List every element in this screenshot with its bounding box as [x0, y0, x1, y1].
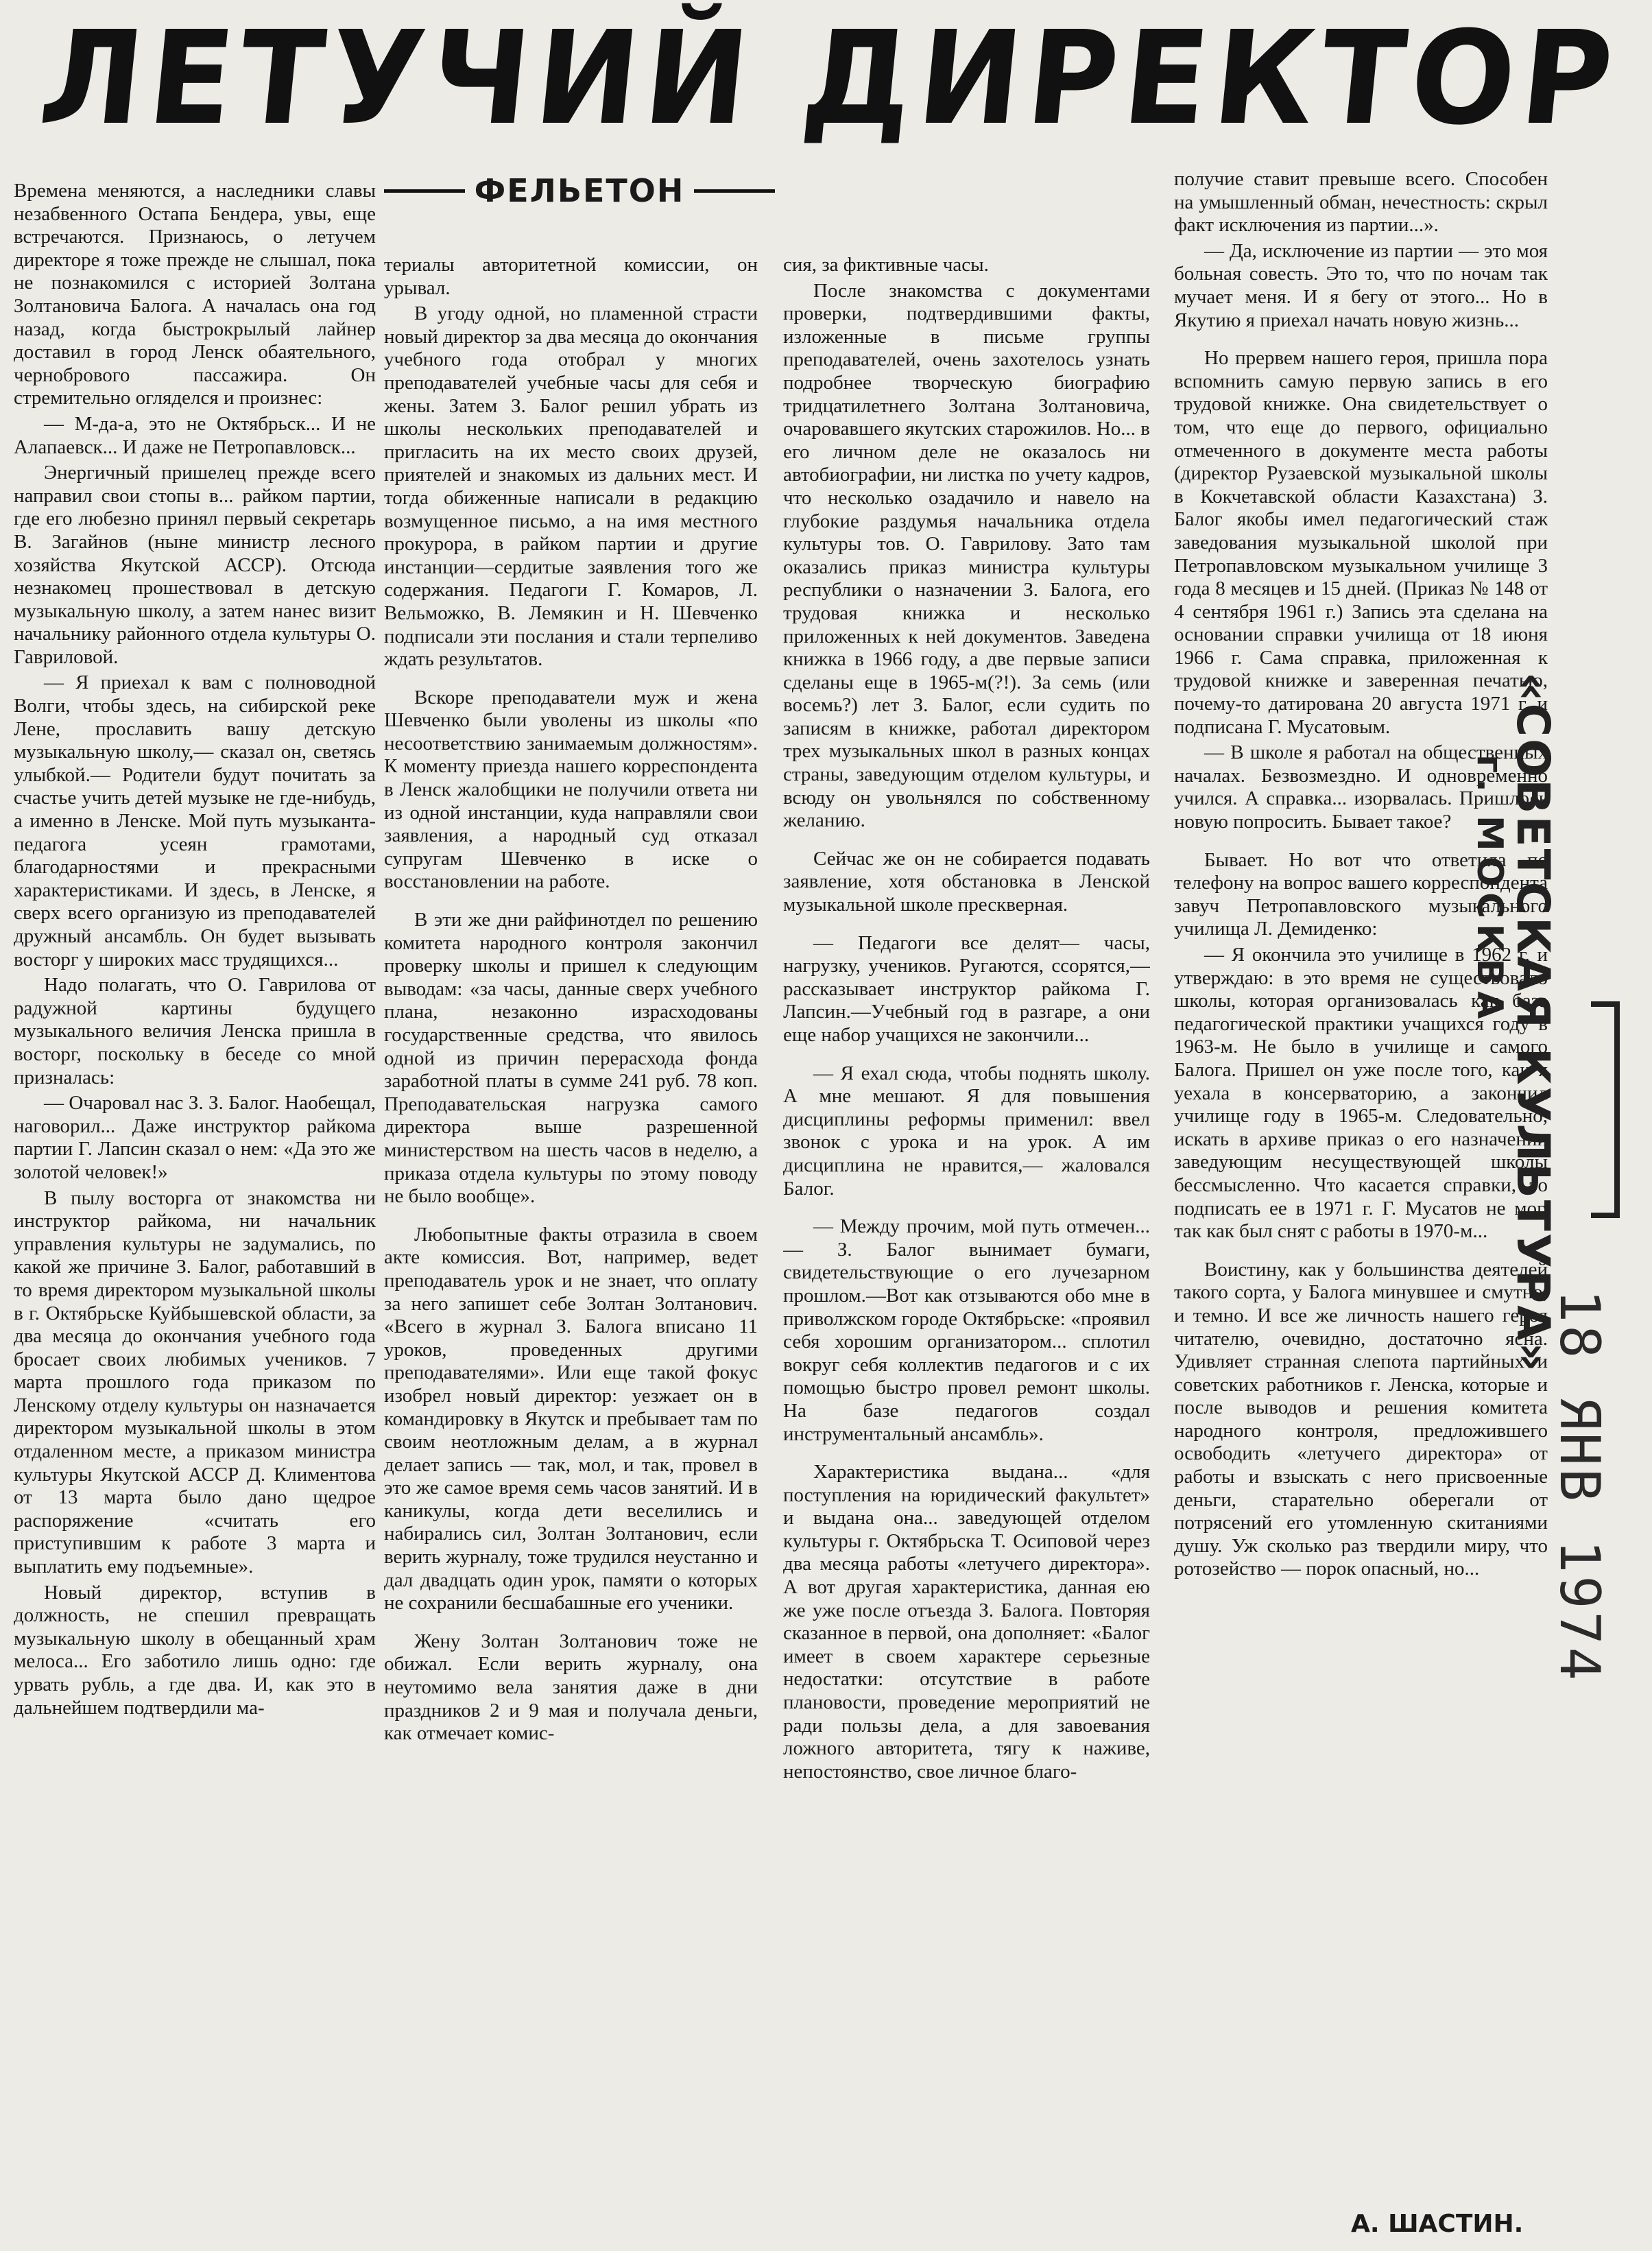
paragraph: Воистину, как у большинства деятелей такого сорта, у Балога минувшее и смутно, и темно. И все же личность нашего героя читателю, очевидно, достаточно ясна. Удивляет странная слепота партийных и советских работников г. Ленска, которые и после выводов и решения комитета народного контроля, предложившего освободить «летучего директора» от работы и взыскать с него присвоенные деньги, старательно оберегали от потрясений его утомленную скитаниями душу. Уж сколько раз твердили миру, что ротозейство — порок опасный, но... — [1174, 1258, 1548, 1580]
paragraph: — Да, исключение из партии — это моя больная совесть. Это то, что по ночам так мучает меня. И я бегу от этого... Но в Якутию я приехал начать новую жизнь... — [1174, 239, 1548, 331]
rubric-label: ФЕЛЬЕТОН — [474, 172, 685, 209]
paragraph: Жену Золтан Золтанович тоже не обижал. Если верить журналу, она неутомимо вела занятия даже в дни праздников 2 и 9 мая и получала деньги, как отмечает комис- — [384, 1630, 758, 1745]
paragraph: — Я приехал к вам с полноводной Волги, чтобы здесь, на сибирской реке Лене, прославить вашу детскую музыкальную школу,— сказал он, светясь улыбкой.— Родители будут почитать за счастье учить детей музыке не где-нибудь, а именно в Ленске. Мой путь музыканта-педагога усеян грамотами, благодарностями и прекрасными характеристиками. И здесь, в Ленске, я сверх всего организую из преподавателей дружный ансамбль. Он будет вызывать восторг у широких масс трудящихся... — [14, 671, 376, 970]
paragraph: В пылу восторга от знакомства ни инструктор райкома, ни начальник управления культуры не задумались, по какой же причине З. Балог, работавший в то время директором музыкальной школы в г. Октябрьске Куйбышевской области, за два месяца до окончания учебного года бросает своих любимых учеников. 7 марта прошлого года приказом по Ленскому отделу культуры он назначается директором музыкальной школы в этом отдаленном месте, а приказом министра культуры Якутской АССР Д. Климентова от 13 марта было дано щедрое распоряжение «считать его приступившим к работе 3 марта и выплатить ему подъемные». — [14, 1187, 376, 1578]
paragraph: — Очаровал нас З. З. Балог. Наобещал, наговорил... Даже инструктор райкома партии Г. Лапсин сказал о нем: «Да это же золотой человек!» — [14, 1092, 376, 1183]
paragraph: получие ставит превыше всего. Способен на умышленный обман, нечестность: скрыл факт исключения из партии...». — [1174, 168, 1548, 237]
stamp-bracket — [1591, 1001, 1620, 1218]
paragraph: Но прервем нашего героя, пришла пора вспомнить самую первую запись в его трудовой книжке. Она свидетельствует о том, что еще до первого, официально отмеченного в документе места работы (директор Рузаевской музыкальной школы в Кокчетавской области Казахстана) З. Балог якобы имел педагогический стаж заведования музыкальной школой при Петропавловском музыкальном училище 3 года 8 месяцев и 15 дней. (Приказ № 148 от 4 сентября 1961 г.) Запись эта сделана на основании справки училища от 18 июня 1966 г. Сама справка, приложенная к трудовой книжке и заверенная печатью, почему-то датирована 20 августа 1971 г. и подписана Г. Мусатовым. — [1174, 347, 1548, 738]
paragraph: Времена меняются, а наследники славы незабвенного Остапа Бендера, увы, еще встречаются. Признаюсь, о летучем директоре я тоже прежде не слышал, пока не познакомился с историей Золтана Золтановича Балога. А началась она год назад, когда быстрокрылый лайнер доставил в город Ленск обаятельного, чернобрового пассажира. Он стремительно огляделся и произнес: — [14, 180, 376, 409]
paragraph: Энергичный пришелец прежде всего направил свои стопы в... райком партии, где его любезно принял первый секретарь В. Загайнов (ныне министр лесного хозяйства Якутской АССР). Отсюда незнакомец прошествовал в детскую музыкальную школу, а затем нанес визит начальнику районного отдела культуры О. Гавриловой. — [14, 462, 376, 668]
text-column-2 — [384, 254, 758, 2230]
paragraph: — Между прочим, мой путь отмечен...— З. Балог вынимает бумаги, свидетельствующие о его лучезарном прошлом.—Вот как отзываются обо мне в приволжском городе Октябрьске: «проявил себя хорошим организатором... сплотил вокруг себя коллектив педагогов и с их помощью быстро провел ремонт школы. На базе педагогов создал инструментальный ансамбль». — [783, 1215, 1150, 1445]
paragraph: Надо полагать, что О. Гаврилова от радужной картины будущего музыкального величия Ленска пришла в восторг, поскольку в беседе со мной призналась: — [14, 974, 376, 1088]
paragraph: — Я ехал сюда, чтобы поднять школу. А мне мешают. Я для повышения дисциплины реформы применил: ввел звонок с урока и на урок. А им дисциплина не нравится,— жаловался Балог. — [783, 1062, 1150, 1200]
stamp-city: г. МОСКВА — [1469, 754, 1510, 1025]
paragraph: — Я окончила это училище в 1962 г. и утверждаю: в это время не существовало школы, которая организовалась как база педагогической практики учащихся году в 1963-м. Не было в училище и самого Балога. Пришел он уже после того, как я уехала в консерваторию, а закончил училище году в 1965-м. Следовательно, искать в архиве приказ о его назначении заведующим несуществующей школы бессмысленно. Что касается справки, то подписать ее в 1971 г. Г. Мусатов не мог, так как был снят с работы в 1970-м... — [1174, 944, 1548, 1243]
paragraph: Новый директор, вступив в должность, не спешил превращать музыкальную школу в обещанный храм мелоса... Его заботило лишь одно: где урвать рубль, а где два. И, как это в дальнейшем подтвердили ма- — [14, 1581, 376, 1719]
paragraph: Вскоре преподаватели муж и жена Шевченко были уволены из школы «по несоответствию занимаемым должностям». К моменту приезда нашего корреспондента в Ленск жалобщики не получили ответа ни из одной инстанции, куда направляли свои заявления, а народный суд отказал супругам Шевченко в иске о восстановлении на работе. — [384, 686, 758, 893]
date-stamp: 18 ЯНВ 1974 — [1548, 1289, 1612, 1683]
paragraph: сия, за фиктивные часы. — [783, 254, 989, 276]
article-title: ЛЕТУЧИЙ ДИРЕКТОР — [34, 3, 1626, 154]
paragraph: Любопытные факты отразила в своем акте комиссия. Вот, например, ведет преподаватель урок и не знает, что оплату за него запишет себе Золтан Золтанович. «Всего в журнал З. Балога вписано 11 уроков, проведенных другими преподавателями». Или еще такой фокус изобрел новый директор: уезжает он в командировку в Якутск и пребывает там по своим неотложным делам, а в журнал делает запись — так, мол, и так, провел в это же самое время семь часов занятий. И в каникулы, когда дети веселились и набирались сил, Золтан Золтанович, если верить журналу, тоже трудился неустанно и дал двадцать один урок, памяти о которых не сохранили бесшабашные его ученики. — [384, 1223, 758, 1615]
rubric-line-left — [384, 189, 465, 193]
paragraph: В угоду одной, но пламенной страсти новый директор за два месяца до окончания учебного года отобрал у многих преподавателей учебные часы для себя и жены. Затем З. Балог решил убрать из школы нескольких преподавателей и пригласить на их место своих друзей, приятелей и знакомых из дальних мест. И тогда обиженные написали в редакцию возмущенное письмо, а на имя местного прокурора, в райком партии и другие инстанции—сердитые заявления того же содержания. Педагоги Г. Комаров, Л. Вельможко, В. Лемякин и Н. Шевченко подписали эти послания и стали терпеливо ждать результатов. — [384, 302, 758, 671]
paragraph: — В школе я работал на общественных началах. Безвозмездно. И одновременно учился. А справка... изорвалась. Пришлось новую попросить. Бывает такое? — [1174, 741, 1548, 833]
paragraph: Бывает. Но вот что ответила по телефону на вопрос вашего корреспондента завуч Петропавловского музыкального училища Л. Демиденко: — [1174, 848, 1548, 940]
text-column-1 — [14, 180, 376, 2230]
rubric-header — [384, 170, 775, 211]
author-signature: А. ШАСТИН. — [1351, 2210, 1524, 2238]
paragraph: териалы авторитетной комиссии, он урывал. — [384, 254, 758, 299]
rubric-line-right — [694, 189, 775, 193]
stamp-publication: «СОВЕТСКАЯ КУЛЬТУРА» — [1507, 672, 1559, 1374]
paragraph: — М-да-а, это не Октябрьск... И не Алапаевск... И даже не Петропавловск... — [14, 412, 376, 458]
text-column-3 — [783, 254, 1150, 2230]
paragraph: В эти же дни райфинотдел по решению комитета народного контроля закончил проверку школы и пришел к следующим выводам: «за часы, данные сверх учебного плана, незаконно израсходованы государственные средства, что явилось одной из причин перерасхода фонда заработной платы в сумме 241 руб. 78 коп. Преподавательская нагрузка самого директора выше разрешенной министерством на шесть часов в неделю, а приказа отдела культуры по этому поводу не было вообще». — [384, 909, 758, 1208]
paragraph: — Педагоги все делят— часы, нагрузку, учеников. Ругаются, ссорятся,— рассказывает инструктор райкома Г. Лапсин.—Учебный год в разгаре, а они еще набор учащихся не закончили... — [783, 931, 1150, 1046]
paragraph: После знакомства с документами проверки, подтвердившими факты, изложенные в письме группы преподавателей, очень захотелось узнать подробнее творческую биографию тридцатилетнего Золтана Золтановича, очаровавшего якутских старожилов. Но... в его личном деле не оказалось ни автобиографии, ни листка по учету кадров, что несколько озадачило и навело на глубокие раздумья начальника отдела культуры тов. О. Гаврилову. Зато там оказались приказ министра культуры республики о назначении З. Балога, его трудовая книжка и несколько приложенных к ней документов. Заведена книжка в 1966 году, а две первые записи сделаны еще в 1965-м(?!). За семь (или восемь?) лет З. Балог, если судить по записям в книжке, работал директором трех музыкальных школ в разных концах страны, заведующим отделом культуры, и всюду он увольнялся по собственному желанию. — [783, 279, 1150, 832]
paragraph: Сейчас же он не собирается подавать заявление, хотя обстановка в Ленской музыкальной школе прескверная. — [783, 847, 1150, 916]
paragraph: Характеристика выдана... «для поступления на юридический факультет» и выдана она... заведующей отделом культуры г. Октябрьска Т. Осиповой через два месяца работы «летучего директора». А вот другая характеристика, данная ею же уже после отъезда З. Балога. Повторяя сказанное в первой, она дополняет: «Балог имеет в своем характере серьезные недостатки: отсутствие в работе плановости, проведение мероприятий не ради пользы дела, а для завоевания ложного авторитета, тягу к наживе, непостоянство, свое личное благо- — [783, 1461, 1150, 1783]
